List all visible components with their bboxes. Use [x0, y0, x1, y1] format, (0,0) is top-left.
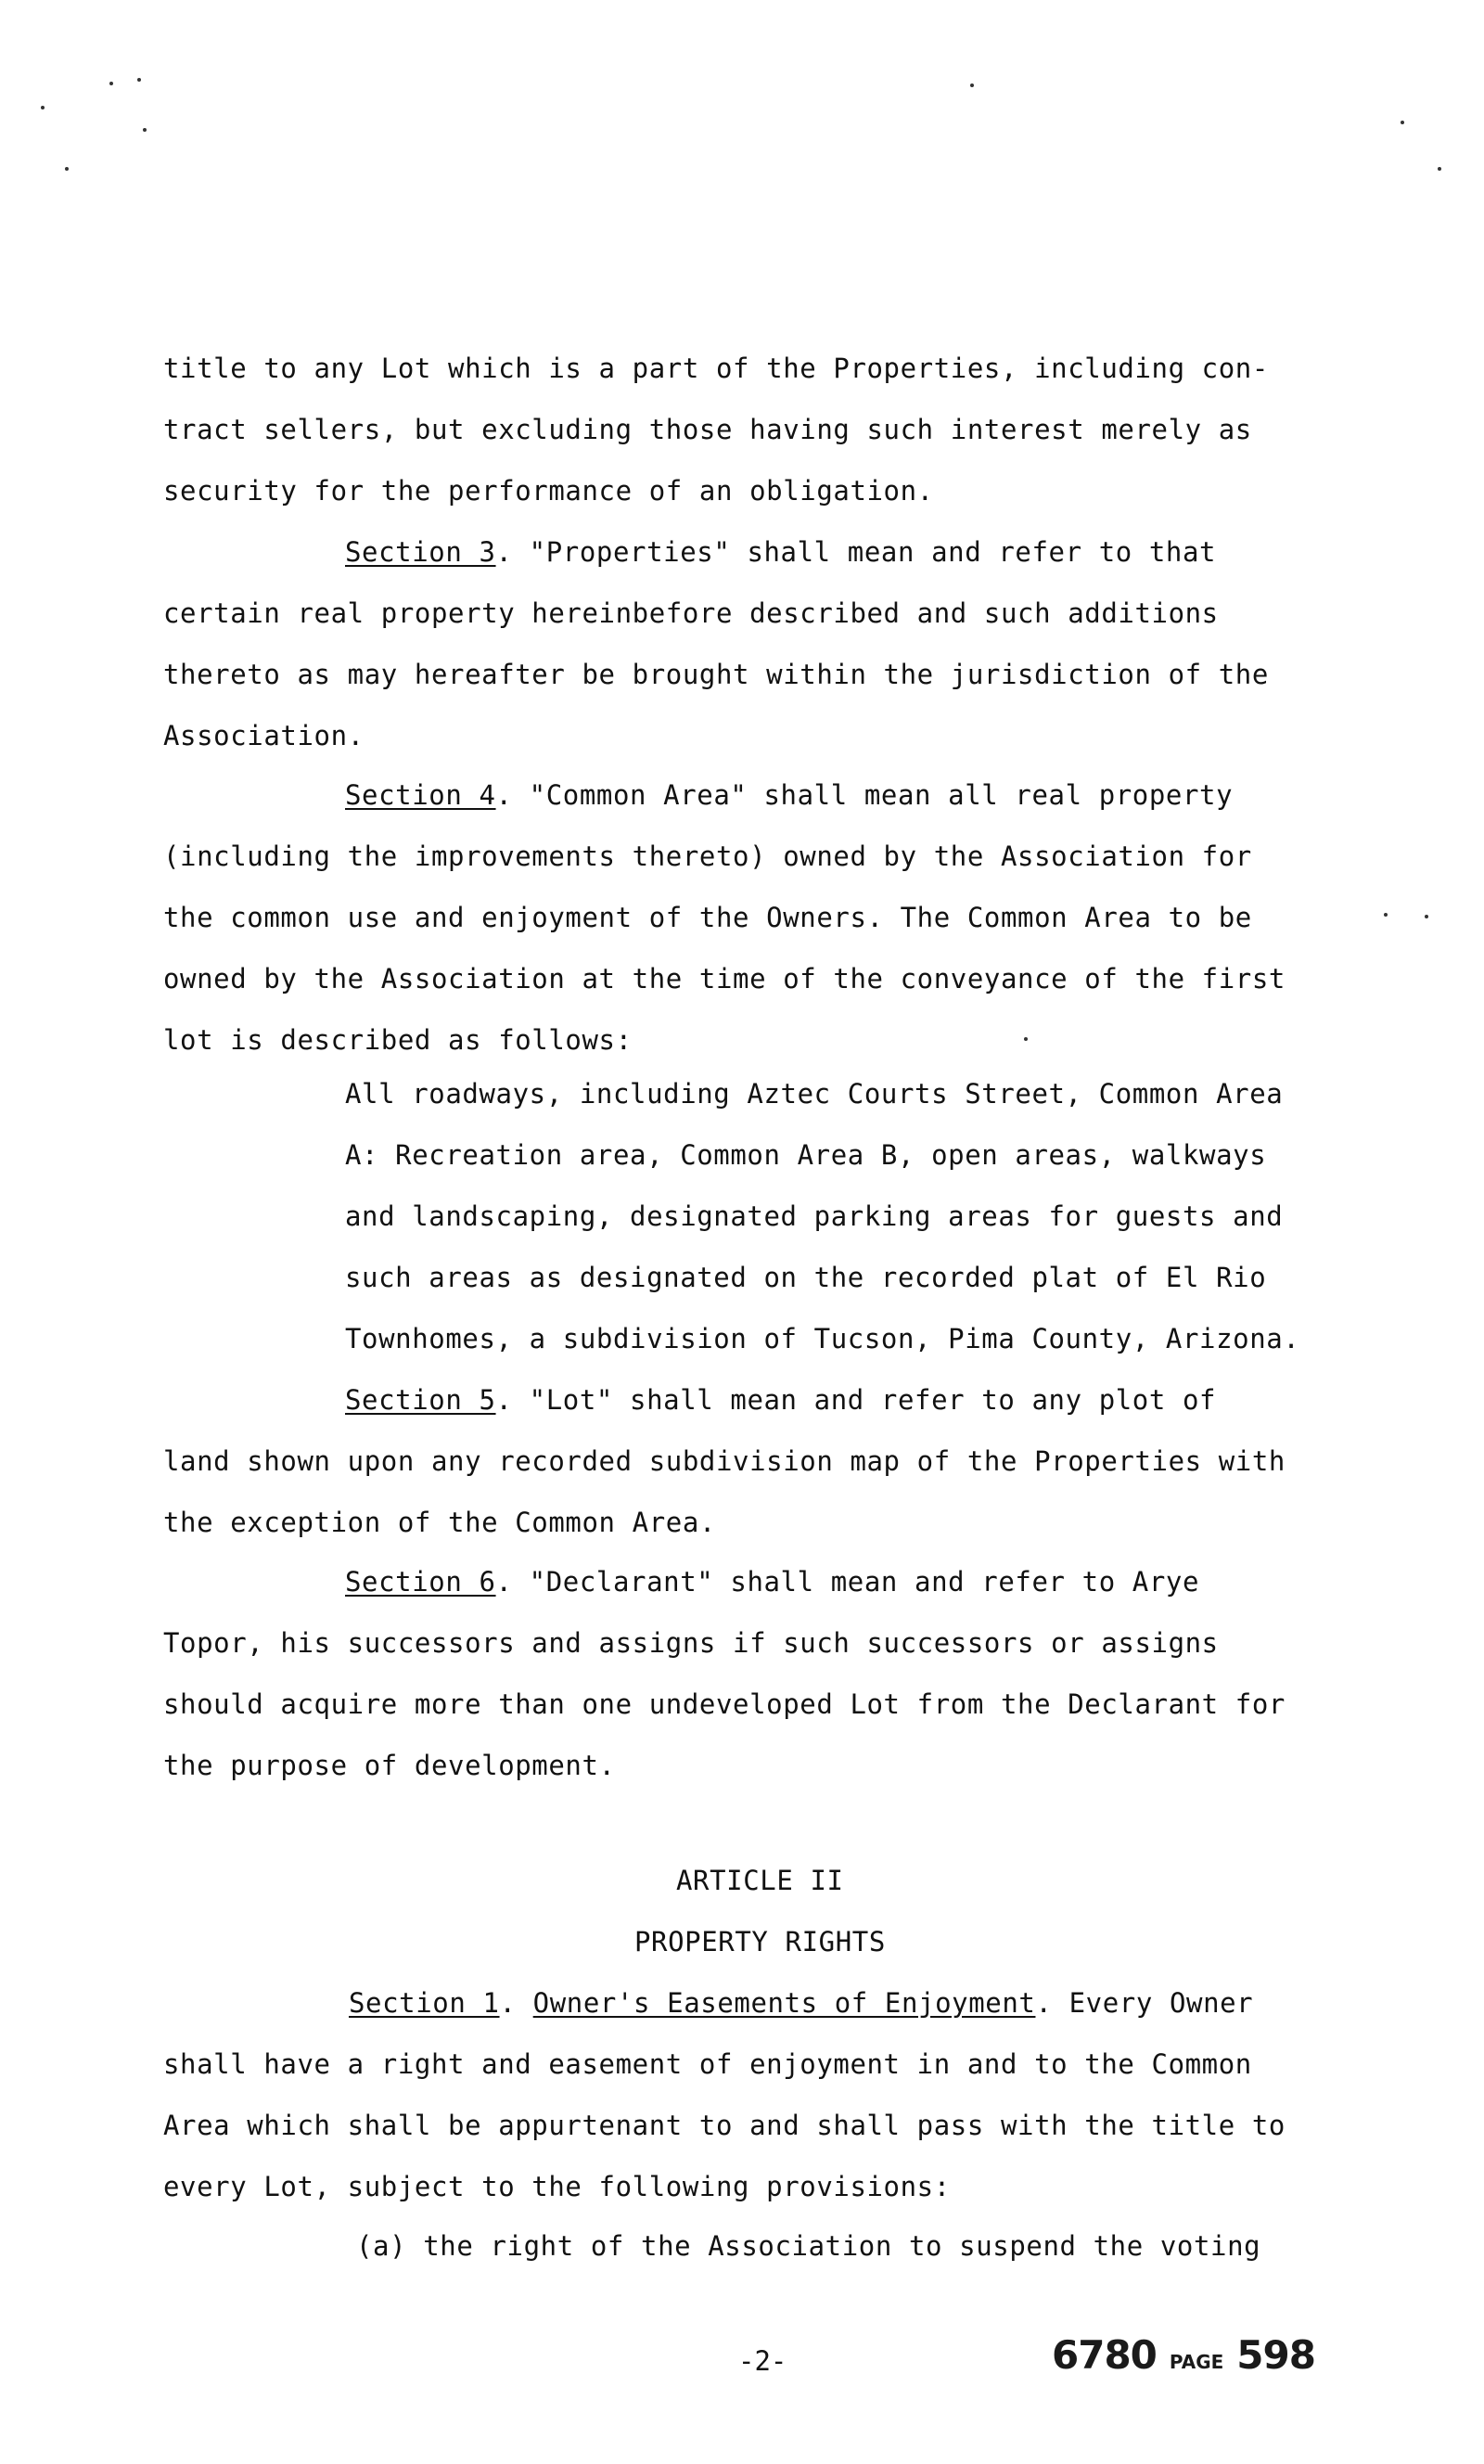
scan-speck — [137, 78, 141, 82]
body-line: should acquire more than one undeveloped Lot from the Declarant for — [163, 1688, 1286, 1720]
scan-speck — [970, 83, 974, 87]
indented-line: All roadways, including Aztec Courts Street, Common Area — [345, 1078, 1284, 1110]
body-line: title to any Lot which is a part of the Properties, including con- — [163, 353, 1269, 384]
scan-speck — [1425, 915, 1428, 918]
body-line: owned by the Association at the time of the conveyance of the first — [163, 963, 1286, 995]
body-line: every Lot, subject to the following provisions: — [163, 2171, 951, 2202]
body-line: (including the improvements thereto) owned by the Association for — [163, 841, 1252, 872]
article-subheading: PROPERTY RIGHTS — [634, 1926, 886, 1957]
section-3-text: . "Properties" shall mean and refer to that — [495, 536, 1217, 568]
body-line: security for the performance of an obligation. — [163, 475, 934, 507]
section-5-text: . "Lot" shall mean and refer to any plot of — [495, 1384, 1217, 1416]
section-6-line — [345, 1566, 1199, 1598]
body-line: the common use and enjoyment of the Owners. The Common Area to be — [163, 902, 1252, 933]
section-4-text: . "Common Area" shall mean all real property — [495, 779, 1234, 811]
scan-speck — [143, 128, 147, 132]
body-line: Association. — [163, 720, 365, 751]
section-5-heading: Section 5 — [345, 1384, 496, 1416]
scan-speck — [1438, 167, 1441, 171]
scan-speck — [1384, 913, 1388, 917]
section-3-heading: Section 3 — [345, 536, 496, 568]
body-line: lot is described as follows: — [163, 1024, 633, 1056]
body-line: Area which shall be appurtenant to and shall pass with the title to — [163, 2110, 1286, 2141]
body-line: certain real property hereinbefore described and such additions — [163, 597, 1219, 629]
section-6-text: . "Declarant" shall mean and refer to Arye — [495, 1566, 1200, 1598]
scan-speck — [41, 106, 45, 109]
section-3-line — [345, 536, 1216, 568]
scan-speck — [1024, 1037, 1028, 1041]
body-line: the exception of the Common Area. — [163, 1507, 716, 1538]
indented-line: Townhomes, a subdivision of Tucson, Pima County, Arizona. — [345, 1323, 1300, 1354]
recording-stamp — [1052, 2332, 1315, 2378]
body-line: tract sellers, but excluding those having such interest merely as — [163, 414, 1252, 445]
list-item-line: (a) the right of the Association to suspend the voting — [356, 2230, 1261, 2262]
stamp-book-number: 6780 — [1052, 2332, 1157, 2378]
section-5-line — [345, 1384, 1216, 1416]
stamp-page-number: 598 — [1236, 2332, 1315, 2378]
section-4-line — [345, 779, 1233, 811]
scan-speck — [109, 82, 113, 85]
scan-speck — [1401, 121, 1404, 124]
section-text: . Every Owner — [1035, 1987, 1254, 2019]
indented-line: and landscaping, designated parking areas for guests and — [345, 1200, 1284, 1232]
body-line: thereto as may hereafter be brought within the jurisdiction of the — [163, 659, 1269, 690]
body-line: land shown upon any recorded subdivision map of the Properties with — [163, 1445, 1286, 1477]
article-2-section-1-heading: Section 1 — [349, 1987, 500, 2019]
page-number: -2- — [738, 2345, 787, 2377]
scan-speck — [65, 167, 69, 171]
stamp-label: PAGE — [1169, 2351, 1224, 2373]
indented-line: such areas as designated on the recorded plat of El Rio — [345, 1262, 1267, 1293]
section-title: Owner's Easements of Enjoyment — [532, 1987, 1036, 2019]
body-line: shall have a right and easement of enjoyment in and to the Common — [163, 2048, 1252, 2080]
section-6-heading: Section 6 — [345, 1566, 496, 1598]
body-line: the purpose of development. — [163, 1750, 616, 1781]
section-4-heading: Section 4 — [345, 779, 496, 811]
body-line: Topor, his successors and assigns if such successors or assigns — [163, 1627, 1219, 1659]
indented-line: A: Recreation area, Common Area B, open areas, walkways — [345, 1139, 1267, 1171]
article-heading: ARTICLE II — [676, 1865, 844, 1896]
separator: . — [499, 1987, 533, 2019]
article-2-section-1-line — [349, 1987, 1253, 2019]
